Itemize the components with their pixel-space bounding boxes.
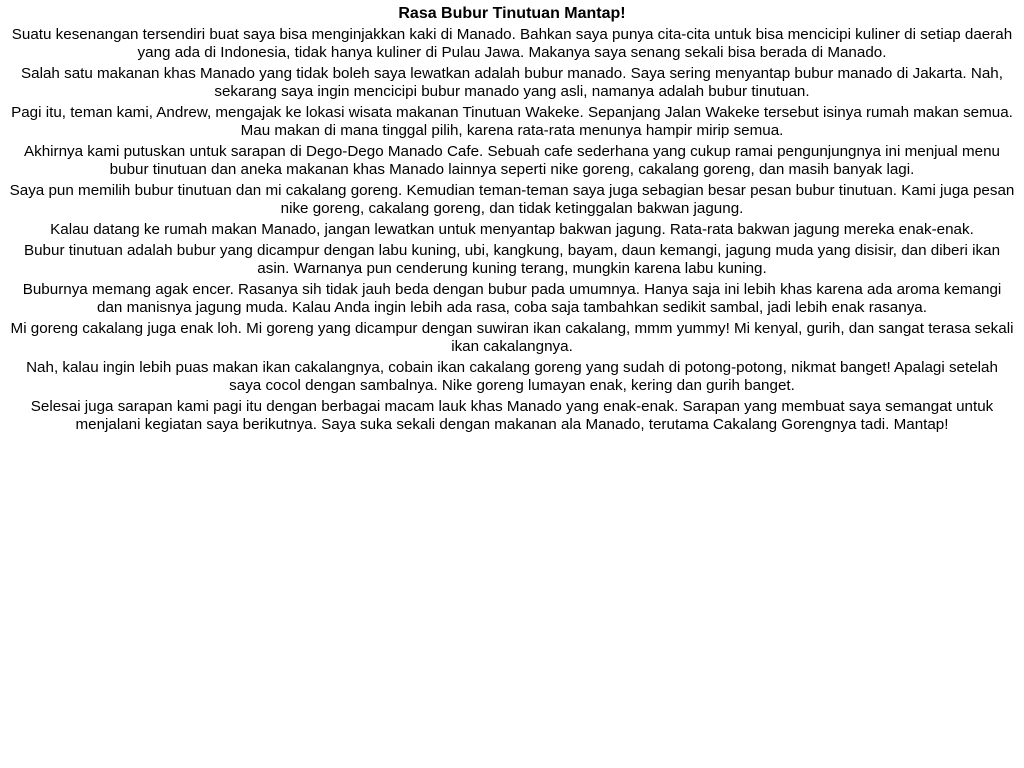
paragraph-1: Suatu kesenangan tersendiri buat saya bisa menginjakkan kaki di Manado. Bahkan saya punya cita-cita untuk bisa mencicipi kuliner di setiap daerah yang ada di Indonesia, tidak hanya kuliner di Pulau Jawa. Makanya saya senang sekali bisa berada di Manado. xyxy=(11,26,1013,61)
paragraph-3: Pagi itu, teman kami, Andrew, mengajak ke lokasi wisata makanan Tinutuan Wakeke. Sepanjang Jalan Wakeke tersebut isinya rumah makan semua. Mau makan di mana tinggal pilih, karena rata-rata menunya hampir mirip semua. xyxy=(11,104,1013,139)
paragraph-6: Kalau datang ke rumah makan Manado, jangan lewatkan untuk menyantap bakwan jagung. Rata-rata bakwan jagung mereka enak-enak. xyxy=(50,221,974,238)
document-page xyxy=(8,4,1016,437)
paragraph-9: Mi goreng cakalang juga enak loh. Mi goreng yang dicampur dengan suwiran ikan cakalang, mmm yummy! Mi kenyal, gurih, dan sangat terasa sekali ikan cakalangnya. xyxy=(10,320,1014,355)
paragraph-8: Buburnya memang agak encer. Rasanya sih tidak jauh beda dengan bubur pada umumnya. Hanya saja ini lebih khas karena ada aroma kemangi dan manisnya jagung muda. Kalau Anda ingin lebih ada rasa, coba saja tambahkan sedikit sambal, jadi lebih enak rasanya. xyxy=(22,281,1002,316)
document-title: Rasa Bubur Tinutuan Mantap! xyxy=(398,5,626,22)
paragraph-5: Saya pun memilih bubur tinutuan dan mi cakalang goreng. Kemudian teman-teman saya juga sebagian besar pesan bubur tinutuan. Kami juga pesan nike goreng, cakalang goreng, dan tidak ketinggalan bakwan jagung. xyxy=(9,182,1015,217)
paragraph-2: Salah satu makanan khas Manado yang tidak boleh saya lewatkan adalah bubur manado. Saya sering menyantap bubur manado di Jakarta. Nah, sekarang saya ingin mencicipi bubur manado yang asli, namanya adalah bubur tinutuan. xyxy=(21,65,1003,100)
paragraph-7: Bubur tinutuan adalah bubur yang dicampur dengan labu kuning, ubi, kangkung, bayam, daun kemangi, jagung muda yang disisir, dan diberi ikan asin. Warnanya pun cenderung kuning terang, mungkin karena labu kuning. xyxy=(23,242,1001,277)
paragraph-10: Nah, kalau ingin lebih puas makan ikan cakalangnya, cobain ikan cakalang goreng yang sudah di potong-potong, nikmat banget! Apalagi setelah saya cocol dengan sambalnya. Nike goreng lumayan enak, kering dan gurih banget. xyxy=(26,359,998,394)
paragraph-4: Akhirnya kami putuskan untuk sarapan di Dego-Dego Manado Cafe. Sebuah cafe sederhana yang cukup ramai pengunjungnya ini menjual menu bubur tinutuan dan aneka makanan khas Manado lainnya seperti nike goreng, cakalang goreng, dan masih banyak lagi. xyxy=(24,143,1000,178)
paragraph-11: Selesai juga sarapan kami pagi itu dengan berbagai macam lauk khas Manado yang enak-enak. Sarapan yang membuat saya semangat untuk menjalani kegiatan saya berikutnya. Saya suka sekali dengan makanan ala Manado, terutama Cakalang Gorengnya tadi. Mantap! xyxy=(30,398,994,433)
